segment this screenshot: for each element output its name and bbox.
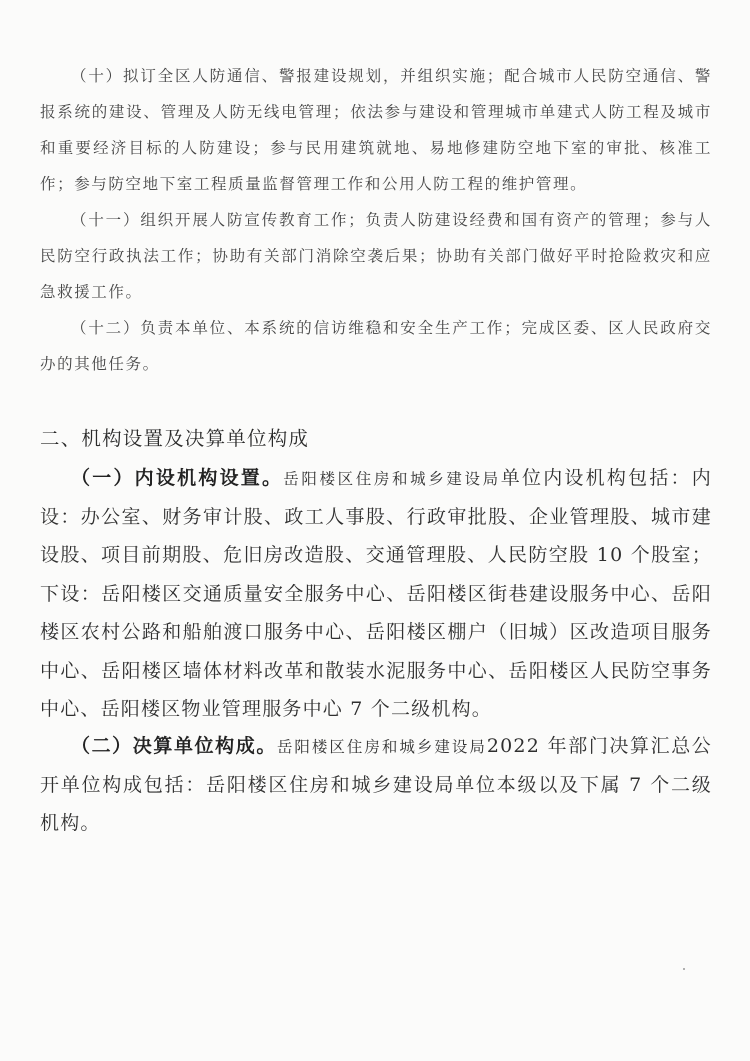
budget-units-text: 单位构成包括：岳阳楼区住房和城乡建设局单位本级以及下属 7 个二级机构。 — [40, 773, 712, 834]
section-heading: 二、机构设置及决算单位构成 — [40, 427, 310, 450]
internal-structure-text: 单位内设机构包括：内设：办公室、财务审计股、政工人事股、行政审批股、企业管理股、城市建设股、项目前期股、危旧房改造股、交通管理股、人民防空股 10 个股室；下设：岳阳楼区交通质量安全服务中心、岳阳楼区街巷建设服务中心、岳阳楼区农村公路和船舶渡口服务中心、岳阳楼区棚户（旧城）区改造项目服务中心、岳阳楼区墙体材料改革和散装水泥服务中心、岳阳楼区人民防空事务中心、岳阳楼区物业管理服务中心 7 个二级机构。 — [40, 467, 712, 720]
budget-units-unit: 岳阳楼区住房和城乡建设局 — [276, 738, 487, 756]
paragraph-duty-11: （十一）组织开展人防宣传教育工作；负责人防建设经费和国有资产的管理；参与人民防空行政执法工作；协助有关部门消除空袭后果；协助有关部门做好平时抢险救灾和应急救援工作。 — [40, 211, 712, 301]
budget-units-year: 2022 年部门决算汇总公开 — [40, 735, 712, 796]
paragraph-duty-10: （十）拟订全区人防通信、警报建设规划，并组织实施；配合城市人民防空通信、警报系统的建设、管理及人防无线电管理；依法参与建设和管理城市单建式人防工程及城市和重要经济目标的人防建设；参与民用建筑就地、易地修建防空地下室的审批、核准工作；参与防空地下室工程质量监督管理工作和公用人防工程的维护管理。 — [40, 67, 712, 193]
paragraph-duty-12: （十二）负责本单位、本系统的信访维稳和安全生产工作；完成区委、区人民政府交办的其他任务。 — [40, 319, 712, 373]
paragraph-internal-structure — [40, 459, 712, 729]
budget-units-label: （二）决算单位构成。 — [71, 735, 277, 757]
paragraph-budget-units — [40, 727, 712, 843]
scan-speck — [683, 968, 685, 970]
internal-structure-unit: 岳阳楼区住房和城乡建设局 — [283, 470, 501, 488]
internal-structure-label: （一）内设机构设置。 — [71, 467, 284, 489]
